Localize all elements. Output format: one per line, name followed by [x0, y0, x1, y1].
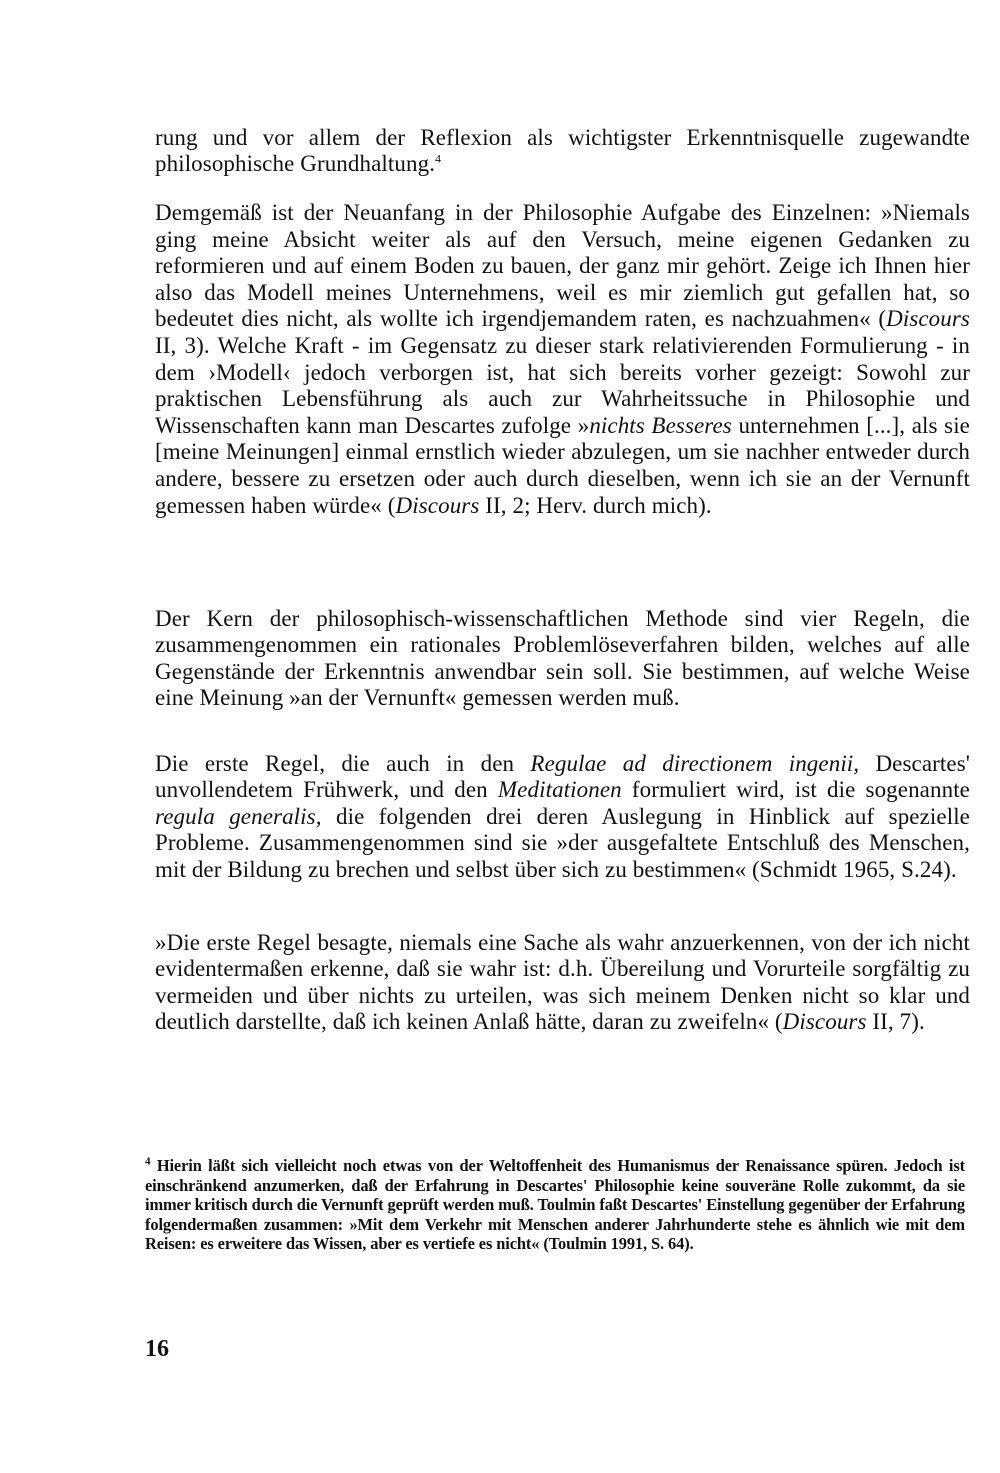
term-italic: regula generalis, — [155, 803, 322, 829]
citation-title: Discours — [782, 1008, 867, 1034]
paragraph-intro — [155, 125, 970, 178]
paragraph-quote — [155, 930, 970, 1035]
work-title: Regulae ad directionem ingenii, — [530, 751, 860, 776]
footnote-marker: 4 — [145, 1155, 151, 1168]
paragraph-text: Der Kern der philosophisch-wissenschaftlichen Methode sind vier Regeln, die zusammengenommen ein rationales Problemlöseverfahren bilden, welches auf alle Gegenstände der Erkenntnis anwendbar sein soll. Sie bestimmen, auf welche Weise eine Meinung »an der Vernunft« gemessen werden muß. — [155, 606, 970, 710]
paragraph-text: Descartes' unvollendetem Frühwerk, und den — [155, 751, 971, 803]
footnote — [145, 1156, 965, 1254]
paragraph-first-rule — [155, 751, 970, 883]
paragraph-text: II, 2; Herv. durch mich). — [479, 492, 712, 518]
emphasized-text: nichts Besseres — [589, 412, 732, 438]
page-number: 16 — [145, 1336, 169, 1362]
paragraph-text: Demgemäß ist der Neuanfang in der Philosophie Aufgabe des Einzelnen: »Niemals ging meine Absicht weiter als auf den Versuch, meine eigenen Gedanken zu reformieren und auf einem Boden zu bauen, der ganz mir gehört. Zeige ich Ihnen hier also das Modell meines Unternehmens, weil es mir ziemlich gut gefallen hat, so bedeutet dies nicht, als wollte ich irgendjemandem raten, es nachzuahmen« ( — [155, 200, 970, 332]
paragraph-text: formuliert wird, ist die sogenannte — [621, 777, 970, 803]
footnote-reference: 4 — [435, 151, 442, 166]
citation-title: Discours — [395, 492, 480, 518]
paragraph-text: II, 7). — [866, 1008, 925, 1034]
paragraph-text: die folgenden drei deren Auslegung in Hinblick auf spezielle Probleme. Zusammengenommen sind sie »der ausgefaltete Entschluß des Menschen, mit der Bildung zu brechen und selbst über sich zu bestimmen« (Schmidt 1965, S.24). — [155, 803, 970, 882]
paragraph-method-core — [155, 606, 970, 711]
footnote-text: Hierin läßt sich vielleicht noch etwas von der Weltoffenheit des Humanismus der Renaissance spüren. Jedoch ist einschränkend anzumerken, daß der Erfahrung in Descartes' Philosophie keine souveräne Rolle zukommt, da sie immer kritisch durch die Vernunft geprüft werden muß. Toulmin faßt Descartes' Einstellung gegenüber der Erfahrung folgendermaßen zusammen: »Mit dem Verkehr mit Menschen anderer Jahrhunderte stehe es ähnlich wie mit dem Reisen: es erweitere das Wissen, aber es vertiefe es nicht« (Toulmin 1991, S. 64). — [145, 1156, 965, 1254]
work-title: Meditationen — [497, 777, 622, 803]
paragraph-text: Die erste Regel, die auch in den — [155, 751, 531, 776]
paragraph-new-beginning — [155, 200, 970, 519]
paragraph-text: rung und vor allem der Reflexion als wichtigster Erkenntnisquelle zugewandte philosophische Grundhaltung. — [155, 125, 970, 177]
paragraph-text: II, 3). Welche Kraft - im Gegensatz zu dieser stark relativierenden Formulierung - in dem ›Modell‹ jedoch verborgen ist, hat sich bereits vorher gezeigt: Sowohl zur praktischen Lebensführung als auch zur Wahrheitssuche in Philosophie und Wissenschaften kann man Descartes zufolge » — [155, 332, 970, 438]
paragraph-text: unternehmen [...], als sie [meine Meinungen] einmal ernstlich wieder abzulegen, um sie nachher entweder durch andere, bessere zu ersetzen oder auch durch dieselben, wenn ich sie an der Vernunft gemessen haben würde« ( — [155, 412, 970, 518]
paragraph-text: »Die erste Regel besagte, niemals eine Sache als wahr anzuerkennen, von der ich nicht evidentermaßen erkenne, daß sie wahr ist: d.h. Übereilung und Vorurteile sorgfältig zu vermeiden und über nichts zu urteilen, was sich meinem Denken nicht so klar und deutlich darstellte, daß ich keinen Anlaß hätte, daran zu zweifeln« ( — [155, 930, 970, 1034]
citation-title: Discours — [886, 306, 970, 332]
